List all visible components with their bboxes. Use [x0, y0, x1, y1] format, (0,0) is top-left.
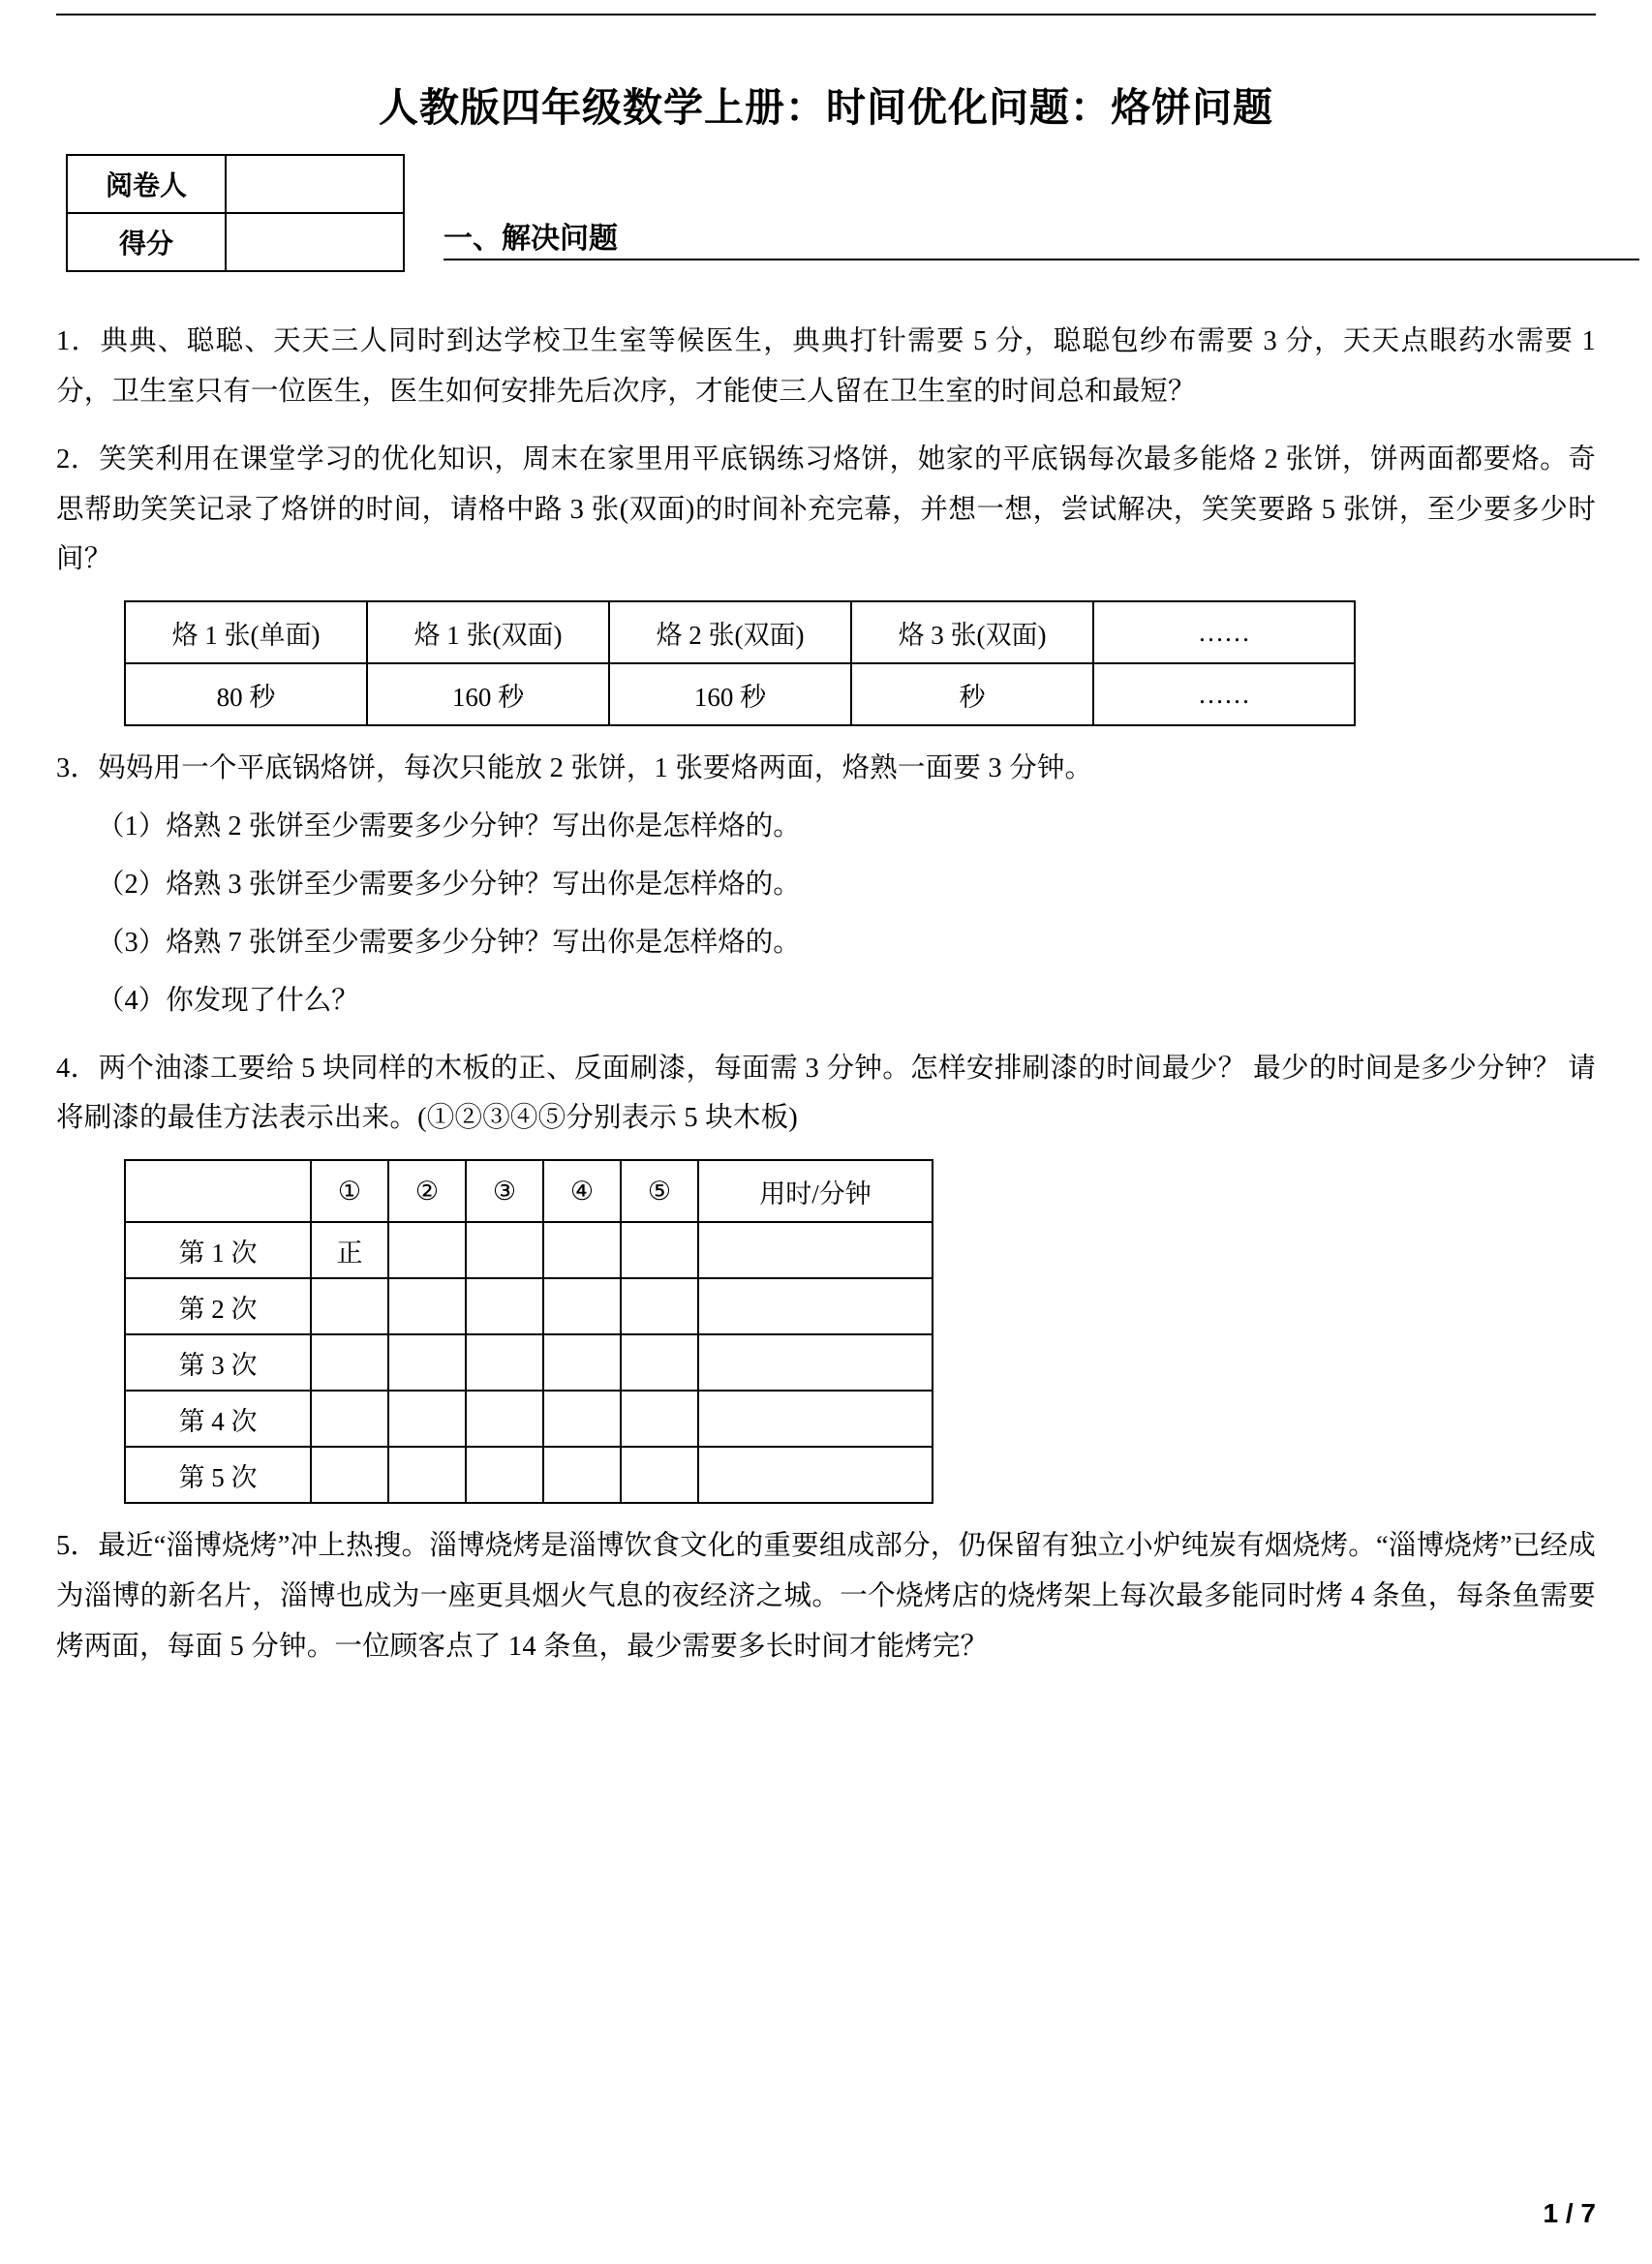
question-3-text: 妈妈用一个平底锅烙饼，每次只能放 2 张饼，1 张要烙两面，烙熟一面要 3 分钟。 [98, 753, 1093, 784]
paint-cell-r1c4[interactable] [543, 1222, 621, 1278]
paint-cell-r1c3[interactable] [466, 1222, 543, 1278]
table-row [67, 213, 404, 271]
table-row [125, 663, 1355, 725]
paint-cell-r5c3[interactable] [466, 1447, 543, 1503]
section-divider [444, 259, 1639, 260]
question-1-number: 1． [56, 326, 101, 356]
table-row [125, 601, 1355, 663]
paint-cell-r5c1[interactable] [311, 1447, 388, 1503]
header-row [56, 154, 1596, 299]
paint-cell-r4c1[interactable] [311, 1391, 388, 1447]
paint-cell-r4c2[interactable] [388, 1391, 466, 1447]
table-row [125, 1222, 933, 1278]
pancake-value-5: …… [1093, 663, 1355, 725]
paint-cell-r4time[interactable] [698, 1391, 933, 1447]
paint-row-3-label: 第 3 次 [125, 1334, 311, 1391]
question-3-sub-4: （4）你发现了什么？ [97, 985, 359, 1016]
table-row [125, 1334, 933, 1391]
question-3 [56, 744, 1596, 794]
pancake-header-5: …… [1093, 601, 1355, 663]
paint-cell-r4c3[interactable] [466, 1391, 543, 1447]
paint-cell-r2c5[interactable] [621, 1278, 698, 1334]
paint-row-2-label: 第 2 次 [125, 1278, 311, 1334]
paint-cell-r3c3[interactable] [466, 1334, 543, 1391]
table-row [125, 1160, 933, 1222]
paint-header-board-4: ④ [543, 1160, 621, 1222]
score-box [66, 154, 405, 272]
paint-header-board-1: ① [311, 1160, 388, 1222]
pancake-time-table [124, 600, 1356, 726]
paint-cell-r5c4[interactable] [543, 1447, 621, 1503]
paint-header-time: 用时/分钟 [698, 1160, 933, 1222]
paint-cell-r2c1[interactable] [311, 1278, 388, 1334]
paint-header-corner [125, 1160, 311, 1222]
question-3-sub-1: （1）烙熟 2 张饼至少需要多少分钟？写出你是怎样烙的。 [97, 811, 801, 842]
paint-row-5-label: 第 5 次 [125, 1447, 311, 1503]
paint-cell-r3c4[interactable] [543, 1334, 621, 1391]
question-3-sub-3: （3）烙熟 7 张饼至少需要多少分钟？写出你是怎样烙的。 [97, 927, 801, 958]
paint-cell-r5time[interactable] [698, 1447, 933, 1503]
paint-cell-r5c2[interactable] [388, 1447, 466, 1503]
header-divider [56, 14, 1596, 15]
question-1 [56, 317, 1596, 417]
paint-cell-r3c1[interactable] [311, 1334, 388, 1391]
pancake-value-3: 160 秒 [609, 663, 851, 725]
reviewer-value[interactable] [226, 155, 404, 213]
paint-cell-r1c5[interactable] [621, 1222, 698, 1278]
question-5 [56, 1521, 1596, 1672]
question-5-text: 最近“淄博烧烤”冲上热搜。淄博烧烤是淄博饮食文化的重要组成部分，仍保留有独立小炉纯炭有烟烧烤。“淄博烧烤”已经成为淄博的新名片，淄博也成为一座更具烟火气息的夜经济之城。一个烧烤店的烧烤架上每次最多能同时烤 4 条鱼，每条鱼需要烤两面，每面 5 分钟。一位顾客点了 14 条鱼，最少需要多长时间才能烤完？ [56, 1531, 1596, 1663]
question-1-text: 典典、聪聪、天天三人同时到达学校卫生室等候医生，典典打针需要 5 分，聪聪包纱布需要 3 分，天天点眼药水需要 1 分，卫生室只有一位医生，医生如何安排先后次序，才能使三人留在卫生室的时间总和最短？ [56, 326, 1597, 407]
table-row [67, 155, 404, 213]
paint-cell-r1time[interactable] [698, 1222, 933, 1278]
paint-cell-r5c5[interactable] [621, 1447, 698, 1503]
question-2-number: 2． [56, 444, 100, 474]
pancake-value-4-blank[interactable]: 秒 [851, 663, 1093, 725]
paint-schedule-table [124, 1159, 933, 1504]
question-4 [56, 1044, 1596, 1145]
pancake-header-3: 烙 2 张(双面) [609, 601, 851, 663]
question-2-text: 笑笑利用在课堂学习的优化知识，周末在家里用平底锅练习烙饼，她家的平底锅每次最多能烙 2 张饼，饼两面都要烙。奇思帮助笑笑记录了烙饼的时间，请格中路 3 张(双面)的时间补充完幕，并想一想，尝试解决，笑笑要路 5 张饼，至少要多少时间？ [56, 444, 1596, 575]
score-label: 得分 [67, 213, 226, 271]
table-row [125, 1391, 933, 1447]
question-5-number: 5． [56, 1531, 99, 1562]
pancake-value-2: 160 秒 [367, 663, 609, 725]
question-4-text: 两个油漆工要给 5 块同样的木板的正、反面刷漆，每面需 3 分钟。怎样安排刷漆的时间最少？ 最少的时间是多少分钟？ 请将刷漆的最佳方法表示出来。(①②③④⑤分别表示 5 块木板) [56, 1053, 1596, 1134]
table-row [125, 1447, 933, 1503]
paint-row-4-label: 第 4 次 [125, 1391, 311, 1447]
paint-cell-r3c2[interactable] [388, 1334, 466, 1391]
paint-cell-r4c4[interactable] [543, 1391, 621, 1447]
paint-header-board-5: ⑤ [621, 1160, 698, 1222]
pancake-header-2: 烙 1 张(双面) [367, 601, 609, 663]
pancake-header-4: 烙 3 张(双面) [851, 601, 1093, 663]
paint-header-board-2: ② [388, 1160, 466, 1222]
page-title: 人教版四年级数学上册：时间优化问题：烙饼问题 [379, 85, 1273, 130]
paint-cell-r4c5[interactable] [621, 1391, 698, 1447]
paint-header-board-3: ③ [466, 1160, 543, 1222]
pancake-header-1: 烙 1 张(单面) [125, 601, 367, 663]
paint-row-1-label: 第 1 次 [125, 1222, 311, 1278]
section-heading: 一、解决问题 [444, 223, 618, 255]
question-4-number: 4． [56, 1053, 99, 1084]
question-3-number: 3． [56, 753, 99, 784]
reviewer-label: 阅卷人 [67, 155, 226, 213]
paint-cell-r2c2[interactable] [388, 1278, 466, 1334]
paint-cell-r2c4[interactable] [543, 1278, 621, 1334]
paint-cell-r1c2[interactable] [388, 1222, 466, 1278]
paint-cell-r2c3[interactable] [466, 1278, 543, 1334]
pancake-value-1: 80 秒 [125, 663, 367, 725]
paint-cell-r3time[interactable] [698, 1334, 933, 1391]
table-row [125, 1278, 933, 1334]
paint-cell-r1c1[interactable]: 正 [311, 1222, 388, 1278]
question-2 [56, 435, 1596, 586]
paint-cell-r2time[interactable] [698, 1278, 933, 1334]
score-value[interactable] [226, 213, 404, 271]
question-3-sub-2: （2）烙熟 3 张饼至少需要多少分钟？写出你是怎样烙的。 [97, 870, 801, 901]
paint-cell-r3c5[interactable] [621, 1334, 698, 1391]
page-number: 1 / 7 [1543, 2198, 1596, 2228]
